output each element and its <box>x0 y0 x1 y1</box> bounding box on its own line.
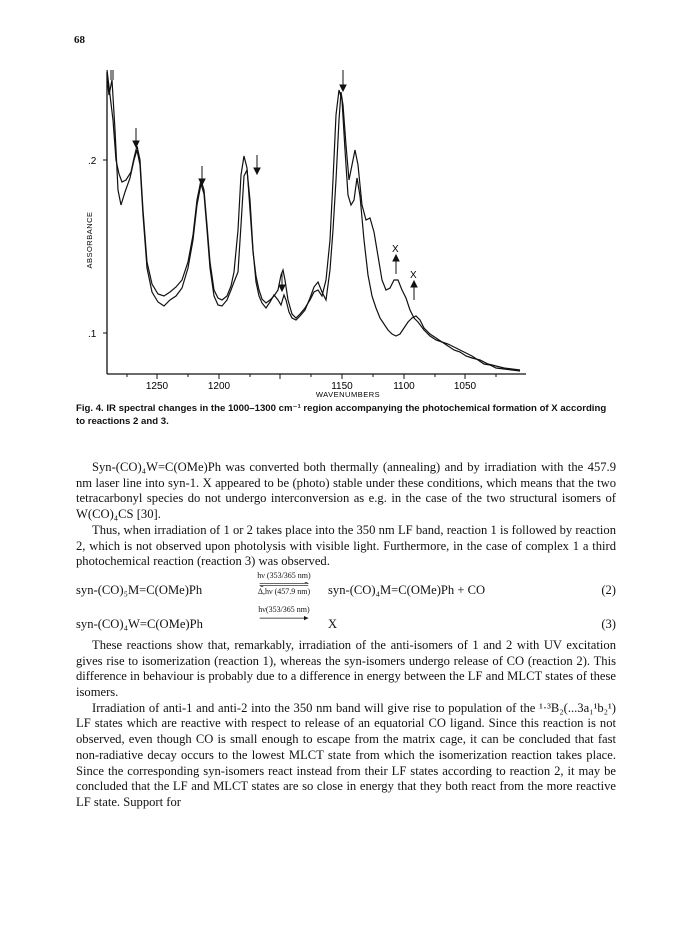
y-axis-label: ABSORBANCE <box>85 211 94 269</box>
paragraph: Irradiation of anti-1 and anti-2 into the 350 nm band will give rise to population of the ¹·³B₂(...3a₁¹b₂¹) LF states which are reactive with respect to release of an equatorial CO ligand. Since this reaction is not observed, even though CO is small enough to escape from the matrix cage, it can be concluded that fast non-radiative decay occurs to the lowest MLCT state from which the isomerization reaction takes place. Since the corresponding syn-isomers react instead from their LF states according to reaction 2, it may be concluded that the LF and MLCT states are so close in energy that they both react from the more reactive LF state. Support for <box>76 700 616 809</box>
equation-3 <box>76 604 616 638</box>
page-number: 68 <box>74 34 85 46</box>
spectrum-trace-before <box>107 78 520 371</box>
x-tick-label: 1100 <box>393 381 415 392</box>
x-tick-label: 1250 <box>145 381 169 392</box>
equation-2 <box>76 570 616 604</box>
arrow-condition: hν (353/365 nm) <box>257 570 311 580</box>
equation-lhs: syn-(CO)₅M=C(OMe)Ph <box>76 582 203 597</box>
body-text <box>76 460 616 811</box>
caption-text: IR spectral changes in the 1000–1300 cm⁻¹ region accompanying the photochemical formation of X according to reactions 2 and 3. <box>76 403 607 427</box>
figure-label: Fig. 4. <box>76 403 104 414</box>
equilibrium-arrow <box>248 570 320 597</box>
peak-arrows <box>133 70 417 300</box>
paragraph: Thus, when irradiation of 1 or 2 takes place into the 350 nm LF band, reaction 1 is followed by reaction 2, which is not observed upon photolysis with visible light. Furthermore, in the case of complex 1 a third photochemical reaction (reaction 3) was observed. <box>76 522 616 569</box>
paragraph: Syn-(CO)₄W=C(OMe)Ph was converted both thermally (annealing) and by irradiation with the 457.9 nm laser line into syn-1. X appeared to be (photo) stable under these conditions, which means that the two tetracarbonyl species do not undergo interconversion as e.g. in the case of the two structural isomers of W(CO)₄CS [30]. <box>76 460 616 522</box>
spectrum-trace-after <box>107 70 520 370</box>
y-tick-label: .2 <box>88 156 97 167</box>
x-tick-label: 1050 <box>453 381 477 392</box>
reaction-arrow <box>248 604 320 621</box>
x-axis-label: WAVENUMBERS <box>315 390 381 399</box>
arrow-condition: hν(353/365 nm) <box>258 604 310 614</box>
equation-number: (2) <box>601 582 616 597</box>
ir-spectrum-figure <box>0 0 680 400</box>
arrow-condition-reverse: Δ,hν (457.9 nm) <box>257 586 311 596</box>
equation-lhs: syn-(CO)₄W=C(OMe)Ph <box>76 616 203 631</box>
equation-rhs: syn-(CO)₄M=C(OMe)Ph + CO <box>328 582 486 597</box>
y-tick-label: .1 <box>88 329 97 340</box>
x-tick-label: 1150 <box>331 381 353 392</box>
paragraph: These reactions show that, remarkably, irradiation of the anti-isomers of 1 and 2 with UV excitation gives rise to isomerization (reaction 1), whereas the syn-isomers undergo release of CO (reaction 2). This difference in behaviour is probably due to a difference in energy between the LF and MLCT states of these isomers. <box>76 637 616 700</box>
equation-number: (3) <box>601 616 616 631</box>
figure-caption <box>76 402 616 428</box>
x-tick-label: 1200 <box>207 381 231 392</box>
product-x-label: X <box>392 244 399 255</box>
product-x-label: X <box>410 270 417 281</box>
equation-rhs: X <box>328 616 338 631</box>
